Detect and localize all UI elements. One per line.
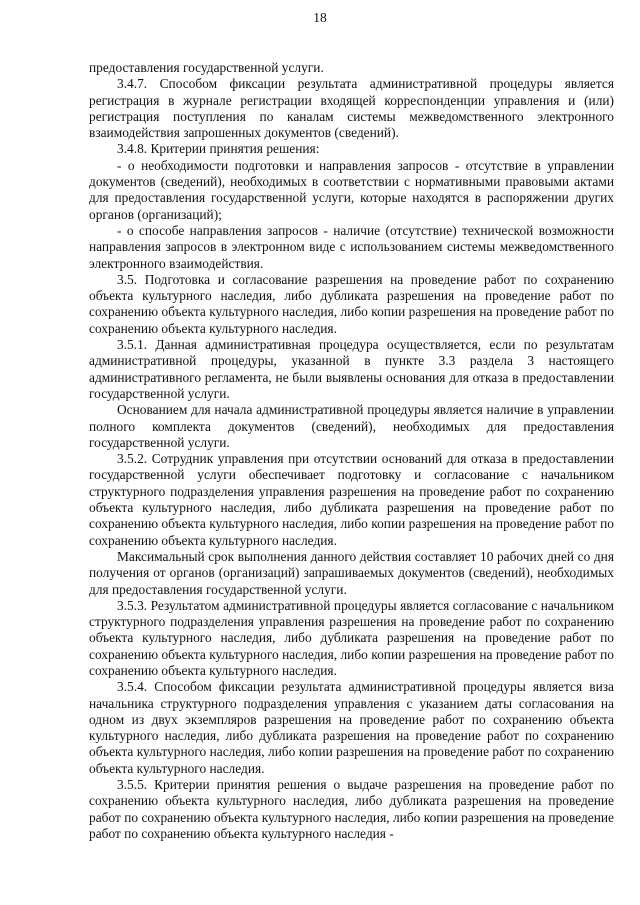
page-number: 18 — [313, 10, 327, 25]
criteria-item-requests-method: - о способе направления запросов - наличие (отсутствие) технической возможности направления запросов в электронном виде с использованием системы межведомственного электронного взаимодействия. — [89, 222, 614, 271]
paragraph-3-4-8: 3.4.8. Критерии принятия решения: — [117, 141, 320, 157]
paragraph-3-4-7: 3.4.7. Способом фиксации результата административной процедуры является регистрация в журнале регистрации входящей корреспонденции управления и (или) регистрация поступления по каналам системы межведомственного электронного взаимодействия запрошенных документов (сведений). — [89, 76, 614, 141]
criteria-item-requests-need: - о необходимости подготовки и направления запросов - отсутствие в управлении документов (сведений), необходимых в соответствии с нормативными правовыми актами для предоставления государственной услуги, которые находятся в распоряжении других органов (организаций); — [89, 157, 614, 222]
paragraph-3-5-2: 3.5.2. Сотрудник управления при отсутствии оснований для отказа в предоставлении государственной услуги обеспечивает подготовку и согласование с начальником структурного подразделения управления разрешения на проведение работ по сохранению объекта культурного наследия, либо дубликата разрешения на проведение работ по сохранению объекта культурного наследия, либо копии разрешения на проведение работ по сохранению объекта культурного наследия. — [89, 451, 614, 548]
section-heading-3-5: 3.5. Подготовка и согласование разрешения на проведение работ по сохранению объекта культурного наследия, либо дубликата разрешения на проведение работ по сохранению объекта культурного наследия, либо копии разрешения на проведение работ по сохранению объекта культурного наследия. — [89, 271, 614, 336]
paragraph-3-5-1: 3.5.1. Данная административная процедура осуществляется, если по результатам административной процедуры, указанной в пункте 3.3 раздела 3 настоящего административного регламента, не были выявлены основания для отказа в предоставлении государственной услуги. — [89, 337, 614, 401]
document-body — [89, 60, 614, 842]
paragraph-max-term: Максимальный срок выполнения данного действия составляет 10 рабочих дней со дня получения от органов (организаций) запрашиваемых документов (сведений), необходимых для предоставления государственной услуги. — [89, 548, 614, 597]
paragraph-basis: Основанием для начала административной процедуры является наличие в управлении полного комплекта документов (сведений), необходимых для предоставления государственной услуги. — [89, 402, 614, 450]
paragraph-3-5-3: 3.5.3. Результатом административной процедуры является согласование с начальником структурного подразделения управления разрешения на проведение работ по сохранению объекта культурного наследия, либо дубликата разрешения на проведение работ по сохранению объекта культурного наследия, либо копии разрешения на проведение работ по сохранению объекта культурного наследия. — [89, 597, 614, 678]
paragraph-3-5-4: 3.5.4. Способом фиксации результата административной процедуры является виза начальника структурного подразделения управления с указанием даты согласования на одном из двух экземпляров разрешения на проведение работ по сохранению объекта культурного наследия, либо дубликата разрешения на проведение работ по сохранению объекта культурного наследия, либо копии разрешения на проведение работ по сохранению объекта культурного наследия. — [89, 679, 614, 776]
paragraph-continuation: предоставления государственной услуги. — [89, 60, 324, 75]
paragraph-3-5-5: 3.5.5. Критерии принятия решения о выдаче разрешения на проведение работ по сохранению объекта культурного наследия, либо дубликата разрешения на проведение работ по сохранению объекта культурного наследия, либо копии разрешения на проведение работ по сохранению объекта культурного наследия - — [89, 777, 614, 841]
